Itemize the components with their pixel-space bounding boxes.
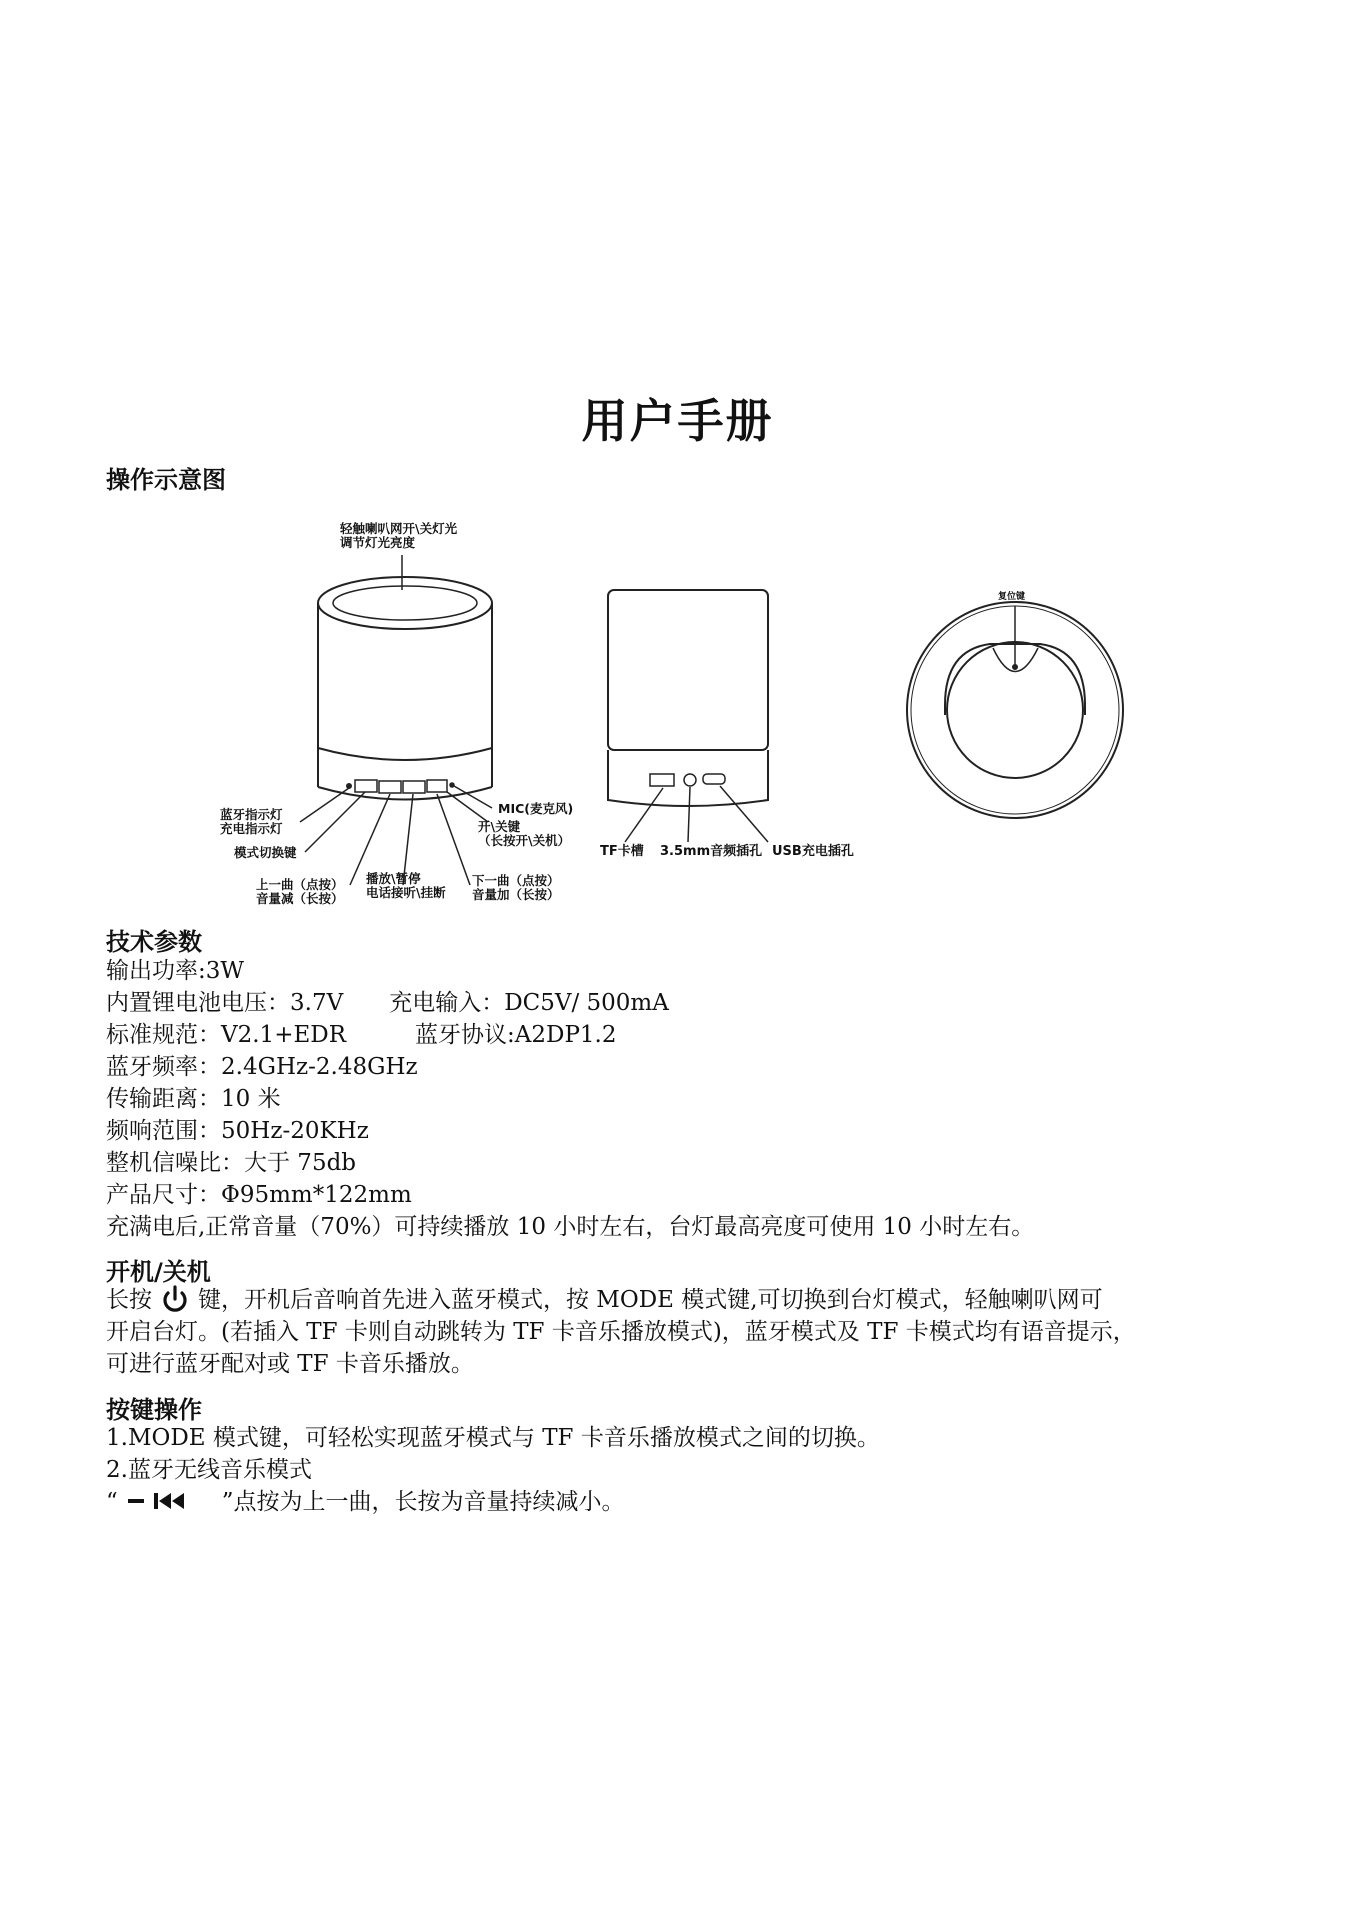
power-key-label: [478, 820, 570, 848]
spec-line: 内置锂电池电压：3.7V 充电输入：DC5V/ 500mA: [106, 990, 669, 1016]
mode-key-label: 模式切换键: [234, 845, 297, 860]
keys-line3-text: ”点按为上一曲，长按为音量持续减小。: [221, 1489, 625, 1515]
next-key-label: [472, 874, 560, 902]
product-diagram: [0, 0, 1355, 920]
next-label-line1: 下一曲（点按）: [472, 873, 560, 888]
power-paragraph: [106, 1284, 1136, 1380]
touch-label-line1: 轻触喇叭网开\关灯光: [340, 521, 458, 536]
reset-key-label: 复位键: [998, 592, 1026, 602]
keys-heading: 按键操作: [106, 1396, 202, 1424]
touch-grille-label: [340, 522, 457, 550]
power-line1-post: 键，开机后音响首先进入蓝牙模式，按 MODE 模式键,可切换到台灯模式，轻触喇叭网可: [198, 1287, 1103, 1313]
speaker-back-view: [608, 590, 768, 806]
power-label-line2: （长按开\关机）: [478, 833, 571, 848]
page-title: 用户手册: [581, 394, 774, 448]
touch-label-line2: 调节灯光亮度: [340, 535, 416, 550]
power-icon: [158, 1285, 192, 1313]
play-label-line1: 播放\暂停: [366, 871, 421, 886]
spec-line: 产品尺寸：Φ95mm*122mm: [106, 1182, 412, 1208]
prev-label-line1: 上一曲（点按）: [256, 877, 344, 892]
play-label-line2: 电话接听\挂断: [366, 885, 446, 900]
next-label-line2: 音量加（长按）: [472, 887, 560, 902]
prev-track-icon: [126, 1490, 196, 1512]
speaker-front-view: [318, 577, 492, 800]
audio-jack-label: 3.5mm音频插孔: [660, 844, 763, 859]
specs-list: [106, 955, 1034, 1243]
keys-line1: 1.MODE 模式键，可轻松实现蓝牙模式与 TF 卡音乐播放模式之间的切换。: [106, 1425, 880, 1451]
mic-label: MIC(麦克风): [498, 801, 574, 816]
spec-line: 标准规范：V2.1+EDR 蓝牙协议:A2DP1.2: [106, 1022, 617, 1048]
bt-led-label: 蓝牙指示灯: [220, 807, 283, 822]
usb-port-label: USB充电插孔: [772, 844, 854, 859]
prev-label-line2: 音量减（长按）: [256, 891, 344, 906]
spec-line: 频响范围：50Hz-20KHz: [106, 1118, 369, 1144]
prev-key-label: [256, 878, 344, 906]
quote-open: “: [106, 1489, 118, 1515]
power-line1-pre: 长按: [106, 1287, 152, 1313]
tf-slot-label: TF卡槽: [600, 844, 644, 859]
charge-led-label: 充电指示灯: [220, 821, 283, 836]
spec-line: 充满电后,正常音量（70%）可持续播放 10 小时左右，台灯最高亮度可使用 10 小时左右。: [106, 1214, 1035, 1240]
power-line2: 开启台灯。(若插入 TF 卡则自动跳转为 TF 卡音乐播放模式)，蓝牙模式及 TF 卡模式均有语音提示，: [106, 1319, 1136, 1345]
power-heading: 开机/关机: [106, 1258, 211, 1286]
power-line1: [106, 1284, 1136, 1316]
keys-line3: [106, 1486, 880, 1518]
power-label-line1: 开\关键: [478, 819, 521, 834]
keys-paragraph: [106, 1422, 880, 1518]
play-key-label: [366, 872, 446, 900]
spec-line: 整机信噪比：大于 75db: [106, 1150, 357, 1176]
spec-line: 传输距离：10 米: [106, 1086, 281, 1112]
led-labels: [220, 808, 283, 836]
diagram-heading: 操作示意图: [106, 466, 226, 494]
front-buttons: [355, 780, 454, 793]
specs-heading: 技术参数: [106, 928, 202, 956]
spec-line: 蓝牙频率：2.4GHz-2.48GHz: [106, 1054, 418, 1080]
power-line3: 可进行蓝牙配对或 TF 卡音乐播放。: [106, 1351, 474, 1377]
speaker-bottom-view: [907, 602, 1123, 818]
keys-line2: 2.蓝牙无线音乐模式: [106, 1457, 312, 1483]
spec-line: 输出功率:3W: [106, 958, 245, 984]
